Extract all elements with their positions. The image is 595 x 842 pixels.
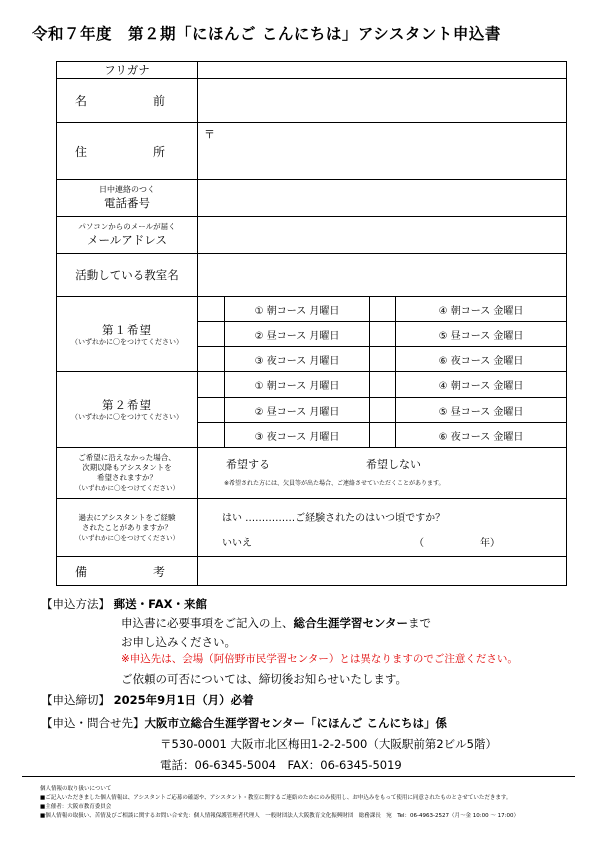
deadline-label: 【申込締切】: [41, 693, 110, 707]
furigana-field[interactable]: [198, 62, 567, 79]
first-choice-note: （いずれかに〇をつけてください）: [71, 337, 183, 346]
experience-line-1: 過去にアシスタントをご経験: [78, 512, 176, 522]
first-choice-friday-night[interactable]: ⑥ 夜コース 金曜日: [396, 347, 567, 372]
second-choice-mark-1[interactable]: [198, 372, 225, 398]
experience-field: [198, 499, 567, 557]
remarks-field[interactable]: [198, 557, 567, 586]
first-choice-mark-3[interactable]: [198, 347, 225, 372]
contact-line: [41, 715, 447, 731]
first-choice-mark-6[interactable]: [370, 347, 396, 372]
email-main-label: メールアドレス: [87, 233, 167, 247]
method-instruction-1: [121, 615, 431, 631]
experience-label: [57, 499, 198, 557]
method-line1-a: 申込書に必要事項をご記入の上、: [121, 616, 294, 630]
future-hope-field: [198, 448, 567, 499]
first-choice-mark-2[interactable]: [198, 322, 225, 347]
hope-yes-option[interactable]: 希望する: [226, 458, 270, 471]
hope-no-option[interactable]: 希望しない: [366, 458, 421, 471]
method-value: 郵送・FAX・来館: [113, 597, 207, 611]
contact-address: 〒530-0001 大阪市北区梅田1-2-2-500（大阪駅前第2ビル5階）: [160, 737, 498, 751]
second-choice-mark-2[interactable]: [198, 398, 225, 423]
second-choice-note: （いずれかに〇をつけてください）: [71, 413, 183, 421]
method-result: ご依頼の可否については、締切後お知らせいたします。: [121, 672, 408, 686]
method-line: [41, 596, 207, 612]
method-line1-b: 総合生涯学習センター: [293, 616, 409, 630]
first-choice-monday-morning[interactable]: ① 朝コース 月曜日: [225, 297, 370, 322]
experience-line-3: （いずれかに〇をつけてください）: [75, 533, 179, 542]
phone-label: [57, 180, 198, 217]
first-choice-mark-5[interactable]: [370, 322, 396, 347]
second-choice-mark-6[interactable]: [370, 423, 396, 448]
footer-divider: [22, 776, 575, 777]
experience-year-close: 年）: [480, 538, 500, 549]
email-sublabel: パソコンからのメールが届く: [78, 222, 176, 231]
experience-no-option[interactable]: いいえ: [222, 538, 252, 549]
address-label: 住 所: [57, 123, 198, 180]
method-label: 【申込方法】: [41, 597, 110, 611]
first-choice-friday-morning[interactable]: ④ 朝コース 金曜日: [396, 297, 567, 322]
first-choice-mark-1[interactable]: [198, 297, 225, 322]
phone-main-label: 電話番号: [104, 196, 150, 210]
second-choice-mark-5[interactable]: [370, 398, 396, 423]
furigana-label: フリガナ: [57, 62, 198, 79]
second-choice-monday-morning[interactable]: ① 朝コース 月曜日: [225, 372, 370, 398]
privacy-title: 個人情報の取り扱いについて: [40, 786, 112, 792]
address-field[interactable]: [198, 123, 567, 180]
phone-field[interactable]: [198, 180, 567, 217]
first-choice-title: 第１希望: [102, 322, 152, 337]
hope-note: ※希望された方には、欠員等が出た場合、ご連絡させていただくことがあります。: [224, 480, 445, 487]
experience-yes-option[interactable]: はい ……………ご経験されたのはいつ頃ですか？: [222, 513, 446, 524]
deadline-line: [41, 692, 254, 708]
experience-year-open: （: [414, 538, 424, 549]
future-hope-line-2: 次期以降もアシスタントを: [82, 463, 172, 472]
first-choice-mark-4[interactable]: [370, 297, 396, 322]
method-line1-c: まで: [408, 616, 432, 630]
phone-sublabel: 日中連絡のつく: [99, 185, 155, 194]
classroom-field[interactable]: [198, 254, 567, 297]
privacy-line-1: ■ご記入いただきました個人情報は、アシスタントご応募の確認や、アシスタント・教室に関するご連絡のためにのみ使用し、お申込みをもって使用に同意されたものとさせていただきます。: [40, 795, 512, 801]
privacy-line-3: ■個人情報の取扱い、苦情及びご相談に関するお問い合せ先：個人情報保護管理者代理人 一般財団法人大阪教育文化振興財団 総務課長 宛 Tel：06-4963-2527（月～金 10:00 ～ 17:00）: [40, 813, 519, 819]
postal-mark: 〒: [204, 128, 215, 141]
contact-org: 大阪市立総合生涯学習センター「にほんご こんにちは」係: [144, 716, 448, 730]
second-choice-friday-morning[interactable]: ④ 朝コース 金曜日: [396, 372, 567, 398]
future-hope-line-4: （いずれかに〇をつけてください）: [75, 484, 179, 492]
second-choice-monday-night[interactable]: ③ 夜コース 月曜日: [225, 423, 370, 448]
second-choice-title: 第２希望: [102, 398, 152, 412]
first-choice-friday-noon[interactable]: ⑤ 昼コース 金曜日: [396, 322, 567, 347]
first-choice-monday-night[interactable]: ③ 夜コース 月曜日: [225, 347, 370, 372]
contact-tel-fax: 電話：06-6345-5004 FAX：06-6345-5019: [160, 758, 402, 772]
method-instruction-2: お申し込みください。: [121, 635, 236, 649]
future-hope-label: [57, 448, 198, 499]
email-label: [57, 217, 198, 254]
future-hope-line-3: 希望されますか？: [97, 473, 157, 482]
future-hope-line-1: ご希望に沿えなかった場合、: [78, 453, 176, 462]
remarks-label: 備 考: [57, 557, 198, 586]
deadline-value: 2025年9月1日（月）必着: [113, 693, 254, 707]
second-choice-label: [57, 372, 198, 448]
second-choice-monday-noon[interactable]: ② 昼コース 月曜日: [225, 398, 370, 423]
second-choice-friday-night[interactable]: ⑥ 夜コース 金曜日: [396, 423, 567, 448]
email-field[interactable]: [198, 217, 567, 254]
name-field[interactable]: [198, 79, 567, 123]
application-table: [56, 61, 567, 586]
page-title: 令和７年度 第２期「にほんご こんにちは」アシスタント申込書: [32, 25, 501, 43]
first-choice-label: [57, 297, 198, 372]
classroom-label: 活動している教室名: [57, 254, 198, 297]
experience-line-2: されたことがありますか？: [82, 522, 172, 532]
experience-no-row: [222, 534, 566, 548]
contact-label: 【申込・問合せ先】: [41, 716, 145, 730]
method-warning: ※申込先は、会場（阿倍野市民学習センター）とは異なりますのでご注意ください。: [121, 653, 518, 665]
second-choice-mark-4[interactable]: [370, 372, 396, 398]
name-label: 名 前: [57, 79, 198, 123]
second-choice-friday-noon[interactable]: ⑤ 昼コース 金曜日: [396, 398, 567, 423]
future-hope-options: [226, 456, 566, 472]
second-choice-mark-3[interactable]: [198, 423, 225, 448]
privacy-line-2: ■主催者：大阪市教育委員会: [40, 804, 112, 810]
first-choice-monday-noon[interactable]: ② 昼コース 月曜日: [225, 322, 370, 347]
